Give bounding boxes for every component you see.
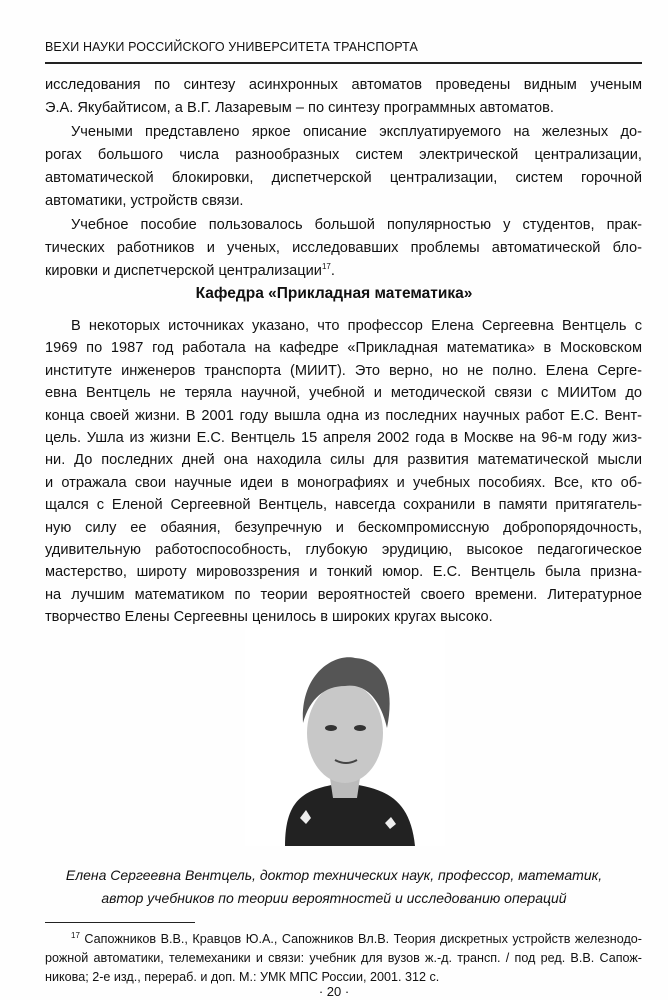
text-line-content: кировки и диспетчерской централизации [45, 263, 322, 280]
text-line: Учеными представлено яркое описание эксплуатируемого на железных до- [71, 123, 642, 140]
text-line: ную силу ее обаяния, безупречную и бескомпромиссную добропорядочность, [45, 519, 642, 536]
text-line: Учебное пособие пользовалось большой популярностью у студентов, прак- [71, 216, 642, 233]
paragraph-ventcel [45, 315, 642, 628]
text-line: творчество Елены Сергеевны ценилось в широких кругах высоко. [45, 609, 493, 626]
text-line: и отражала свои научные идеи в монографиях и учебных пособиях. Все, кто об- [45, 474, 642, 491]
portrait-photo [245, 628, 445, 846]
text-line: институте инженеров транспорта (МИИТ). Это верно, но не полно. Елена Серге- [45, 362, 642, 379]
text-line: на лучшим математиком по теории вероятностей своего времени. Литературное [45, 586, 642, 603]
text-line: тических работников и ученых, исследовавших проблемы автоматической бло- [45, 240, 642, 257]
text-line: автоматики, устройств связи. [45, 193, 244, 210]
text-line: ни. До последних дней она находила силы для развития математической мысли [45, 452, 642, 469]
text-line: 1969 по 1987 год работала на кафедре «Прикладная математика» в Московском [45, 340, 642, 357]
header-rule [45, 62, 642, 64]
caption-line: Елена Сергеевна Вентцель, доктор технических наук, профессор, математик, [65, 867, 603, 883]
text-line: Э.А. Якубайтисом, а В.Г. Лазаревым – по синтезу программных автоматов. [45, 100, 554, 117]
footnote-rule [45, 922, 195, 923]
text-line: исследования по синтезу асинхронных автоматов проведены видным ученым [45, 77, 642, 93]
footnote [45, 930, 642, 987]
section-heading: Кафедра «Прикладная математика» [195, 285, 473, 302]
text-line: никова; 2-е изд., перераб. и доп. М.: УМК МПС России, 2001. 312 с. [45, 970, 440, 984]
page-number: · 20 · [318, 984, 350, 999]
text-line [45, 930, 642, 949]
footnote-number: 17 [71, 930, 80, 940]
text-line: цель. Ушла из жизни Е.С. Вентцель 15 апреля 2002 года в Москве на 96-м году жиз- [45, 429, 642, 446]
text-line: рогах большого числа разнообразных систем электрической централизации, [45, 146, 642, 163]
running-header: ВЕХИ НАУКИ РОССИЙСКОГО УНИВЕРСИТЕТА ТРАНСПОРТА [45, 40, 418, 54]
text-line: мастерство, широту мировоззрения и тонкий юмор. Е.С. Вентцель была призна- [45, 564, 642, 581]
text-line: удивительную работоспособность, глубокую эрудицию, высокое педагогическое [45, 541, 642, 558]
text-line: автоматической блокировки, диспетчерской централизации, систем горочной [45, 170, 642, 187]
photo-caption [0, 864, 668, 910]
text-line: конца своей жизни. В 2001 году вышла одна из последних научных работ Е.С. Вент- [45, 407, 642, 424]
text-line: рожной автоматики, телемеханики и связи: учебник для вузов ж.-д. трансп. / под ред. В.В. Сапож- [45, 951, 642, 965]
text-line: щался с Еленой Сергеевной Вентцель, навсегда сохранили в памяти притягатель- [45, 497, 642, 514]
footnote-ref[interactable]: 17 [321, 262, 331, 272]
text-line: кировки и диспетчерской централизации$^{17}$. [45, 262, 335, 280]
text-line: евна Вентцель не теряла научной, учебной и методической связи с МИИТом до [45, 385, 642, 402]
caption-line: автор учебников по теории вероятностей и исследованию операций [101, 890, 567, 906]
text-line-content: Сапожников В.В., Кравцов Ю.А., Сапожников Вл.В. Теория дискретных устройств железнодо- [84, 932, 643, 946]
paragraph-intro [45, 74, 642, 284]
text-line: В некоторых источниках указано, что профессор Елена Сергеевна Вентцель с [71, 318, 642, 334]
